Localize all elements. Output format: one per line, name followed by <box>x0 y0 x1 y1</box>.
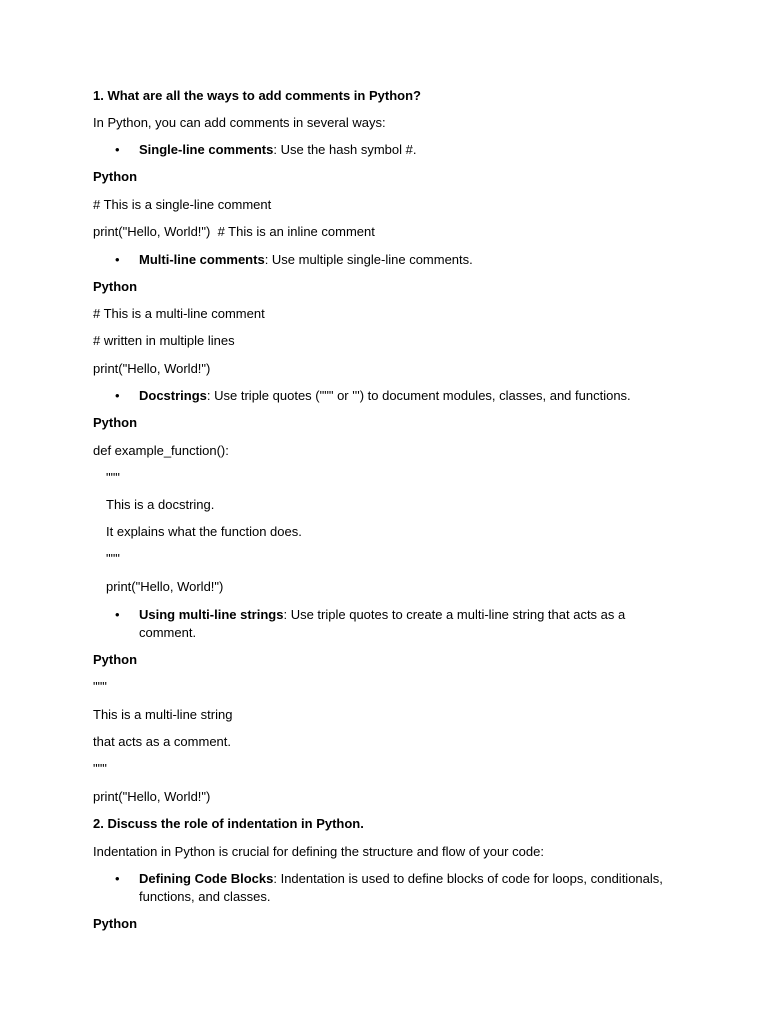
code-line: print("Hello, World!") # This is an inline comment <box>93 224 375 239</box>
code-line: print("Hello, World!") <box>93 361 211 376</box>
code-line: print("Hello, World!") <box>106 579 224 594</box>
code-line: """ <box>93 761 107 776</box>
bullet-text: : Use multiple single-line comments. <box>264 252 473 267</box>
bullet-defining-code-blocks <box>139 870 679 906</box>
code-label: Python <box>93 415 138 430</box>
bullet-text: : Use triple quotes (""" or ''') to document modules, classes, and functions. <box>206 388 631 403</box>
code-line: """ <box>106 551 120 566</box>
code-line: """ <box>106 470 120 485</box>
bullet-marker: • <box>115 871 120 886</box>
question-1-heading: 1. What are all the ways to add comments in Python? <box>93 88 421 103</box>
bullet-multi-line-strings <box>139 606 679 642</box>
bullet-marker: • <box>115 142 120 157</box>
bullet-marker: • <box>115 607 120 622</box>
bullet-term: Using multi-line strings <box>139 607 284 622</box>
code-line: def example_function(): <box>93 443 229 458</box>
code-label: Python <box>93 279 138 294</box>
code-line: """ <box>93 679 107 694</box>
bullet-text: : Use triple quotes to create a multi-line string that acts as a comment. <box>139 607 626 640</box>
code-label: Python <box>93 652 138 667</box>
code-line: print("Hello, World!") <box>93 789 211 804</box>
bullet-multi-line-comments <box>139 251 679 269</box>
bullet-term: Single-line comments <box>139 142 274 157</box>
code-line: This is a docstring. <box>106 497 215 512</box>
bullet-marker: • <box>115 252 120 267</box>
bullet-text: : Indentation is used to define blocks of code for loops, conditionals, functions, and classes. <box>139 871 663 904</box>
bullet-term: Docstrings <box>139 388 207 403</box>
code-label: Python <box>93 916 138 931</box>
code-line: # This is a single-line comment <box>93 197 272 212</box>
code-line: # This is a multi-line comment <box>93 306 265 321</box>
question-1-intro: In Python, you can add comments in several ways: <box>93 115 386 130</box>
code-line: This is a multi-line string <box>93 707 233 722</box>
bullet-docstrings <box>139 387 679 405</box>
code-line: that acts as a comment. <box>93 734 232 749</box>
code-line: It explains what the function does. <box>106 524 302 539</box>
bullet-single-line-comments <box>139 141 679 159</box>
bullet-marker: • <box>115 388 120 403</box>
code-line: # written in multiple lines <box>93 333 235 348</box>
question-2-intro: Indentation in Python is crucial for defining the structure and flow of your code: <box>93 844 544 859</box>
bullet-term: Multi-line comments <box>139 252 265 267</box>
question-2-heading: 2. Discuss the role of indentation in Python. <box>93 816 364 831</box>
bullet-text: : Use the hash symbol #. <box>273 142 417 157</box>
code-label: Python <box>93 169 138 184</box>
bullet-term: Defining Code Blocks <box>139 871 274 886</box>
